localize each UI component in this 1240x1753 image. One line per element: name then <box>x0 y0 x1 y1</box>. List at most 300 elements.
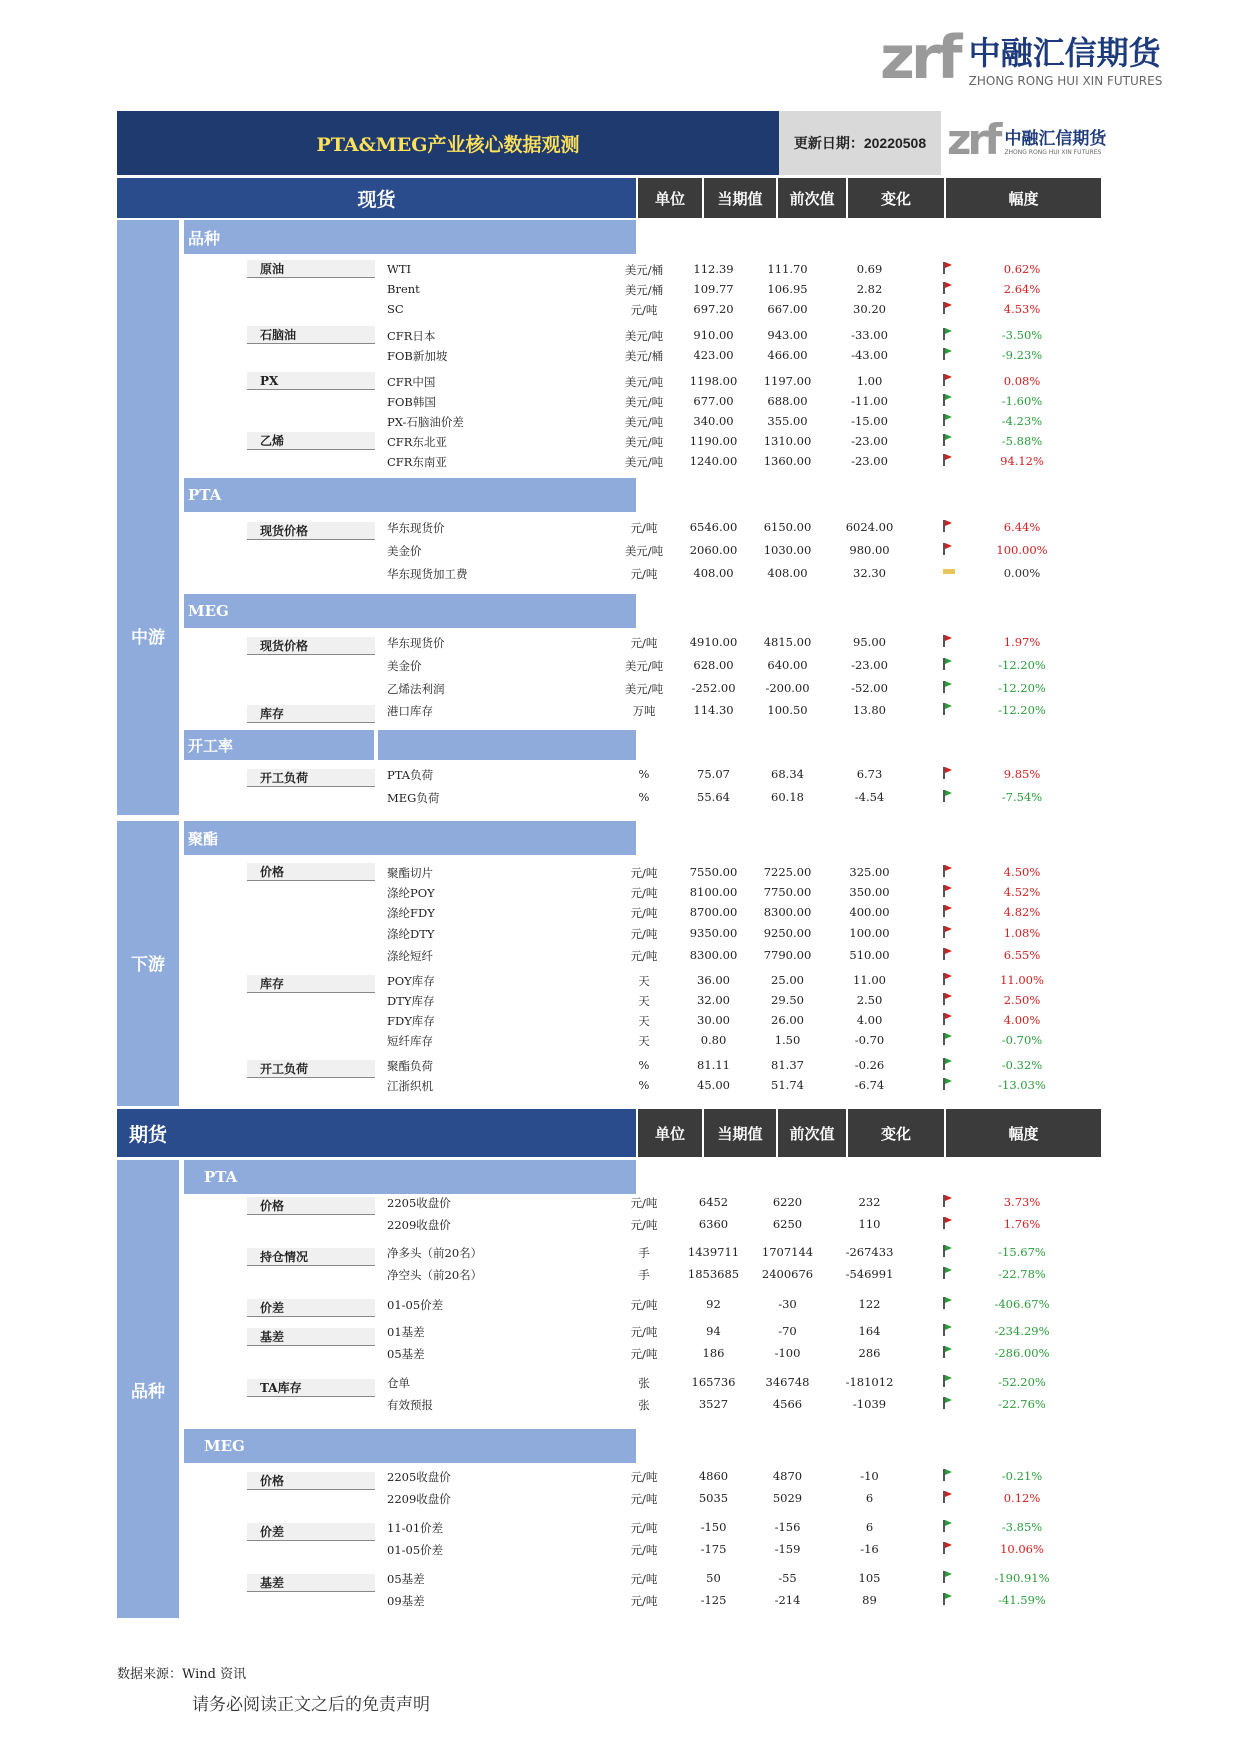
pct-change: -0.32% <box>1001 1058 1043 1072</box>
unit-cell: 美元/桶 <box>624 349 664 363</box>
change-value: 1.00 <box>856 374 883 388</box>
current-value: 109.77 <box>693 282 734 296</box>
trend-flag-icon <box>943 566 953 578</box>
change-value: 89 <box>862 1593 877 1607</box>
futures-row <box>387 1373 1097 1393</box>
trend-flag-icon <box>943 394 953 406</box>
spot-row <box>387 1031 1097 1051</box>
trend-cell <box>943 905 955 920</box>
trend-flag-icon <box>943 1571 953 1583</box>
unit-cell: 美元/桶 <box>624 283 664 297</box>
pct-change: 4.52% <box>1003 885 1041 899</box>
trend-cell <box>943 658 955 673</box>
fut-group-meg-spread: 价差 <box>247 1523 375 1541</box>
unit-cell: 元/吨 <box>630 1572 658 1586</box>
change-value: -23.00 <box>851 434 888 448</box>
trend-cell <box>943 434 955 449</box>
data-source: 数据来源：Wind 资讯 <box>117 1667 247 1682</box>
item-name: 01-05价差 <box>387 1298 444 1312</box>
pct-change: -234.29% <box>994 1324 1050 1338</box>
pct-change: 0.62% <box>1003 262 1041 276</box>
section-polyester: 聚酯 <box>184 821 636 855</box>
unit-cell: 美元/吨 <box>624 455 664 469</box>
futures-variety-label: 品种 <box>131 1382 165 1402</box>
item-name: MEG负荷 <box>387 791 440 805</box>
pct-change: 4.50% <box>1003 865 1041 879</box>
trend-flag-icon <box>943 635 953 647</box>
trend-flag-icon <box>943 1217 953 1229</box>
change-value: 6024.00 <box>845 520 894 534</box>
change-value: 6 <box>865 1520 874 1534</box>
current-value: 186 <box>702 1346 725 1360</box>
change-value: -16 <box>860 1542 879 1556</box>
item-name: 01基差 <box>387 1325 425 1339</box>
item-name: 有效预报 <box>387 1398 433 1412</box>
change-value: 350.00 <box>849 885 890 899</box>
current-value: 32.00 <box>697 993 730 1007</box>
trend-flag-icon <box>943 1267 953 1279</box>
pct-change: -7.54% <box>1001 790 1043 804</box>
header-logo-cn: 中融汇信期货 <box>1004 129 1107 149</box>
unit-cell: 天 <box>638 1014 650 1028</box>
item-name: 聚酯负荷 <box>387 1059 433 1073</box>
unit-cell: 元/吨 <box>630 949 658 963</box>
current-value: 628.00 <box>693 658 734 672</box>
pct-change: 6.44% <box>1003 520 1041 534</box>
spot-row <box>387 300 1097 320</box>
trend-flag-icon <box>943 905 953 917</box>
trend-flag-icon <box>943 658 953 670</box>
pct-change: -3.50% <box>1001 328 1043 342</box>
current-value: 7550.00 <box>689 865 738 879</box>
previous-value: 106.95 <box>767 282 808 296</box>
group-ethylene: 乙烯 <box>247 432 375 450</box>
pct-change: 6.55% <box>1003 948 1041 962</box>
trend-flag-icon <box>943 885 953 897</box>
midstream-block <box>117 220 179 815</box>
item-name: 华东现货价 <box>387 521 445 535</box>
spot-row <box>387 633 1097 653</box>
trend-cell <box>943 790 955 805</box>
futures-row <box>387 1467 1097 1487</box>
previous-value: 4870 <box>772 1469 803 1483</box>
trend-cell <box>943 703 955 718</box>
unit-cell: 元/吨 <box>630 1218 658 1232</box>
item-name: 05基差 <box>387 1572 425 1586</box>
col-pct: 幅度 <box>946 178 1101 218</box>
item-name: Brent <box>387 282 420 296</box>
current-value: 3527 <box>698 1397 729 1411</box>
trend-cell <box>943 282 955 297</box>
current-value: 165736 <box>691 1375 736 1389</box>
change-value: -10 <box>860 1469 879 1483</box>
pct-change: -52.20% <box>998 1375 1046 1389</box>
pct-change: 4.53% <box>1003 302 1041 316</box>
previous-value: -70 <box>778 1324 797 1338</box>
group-polyester-load: 开工负荷 <box>247 1060 375 1078</box>
previous-value: -30 <box>778 1297 797 1311</box>
spot-row <box>387 392 1097 412</box>
change-value: -43.00 <box>851 348 888 362</box>
pct-change: -406.67% <box>994 1297 1050 1311</box>
unit-cell: 元/吨 <box>630 927 658 941</box>
trend-cell <box>943 414 955 429</box>
previous-value: 466.00 <box>767 348 808 362</box>
item-name: 乙烯法利润 <box>387 682 445 696</box>
item-name: 09基差 <box>387 1594 425 1608</box>
change-value: 164 <box>858 1324 881 1338</box>
previous-value: 9250.00 <box>763 926 812 940</box>
current-value: -150 <box>700 1520 727 1534</box>
current-value: 1198.00 <box>689 374 738 388</box>
previous-value: 8300.00 <box>763 905 812 919</box>
unit-cell: % <box>638 1078 650 1092</box>
fut-col-change: 变化 <box>848 1109 944 1157</box>
change-value: 11.00 <box>853 973 886 987</box>
spot-row <box>387 541 1097 561</box>
item-name: 2209收盘价 <box>387 1218 451 1232</box>
item-name: 2205收盘价 <box>387 1470 451 1484</box>
trend-cell <box>943 681 955 696</box>
current-value: 114.30 <box>693 703 734 717</box>
item-name: FOB韩国 <box>387 395 436 409</box>
previous-value: -159 <box>774 1542 801 1556</box>
change-value: -1039 <box>852 1397 887 1411</box>
change-value: -0.26 <box>854 1058 885 1072</box>
previous-value: 688.00 <box>767 394 808 408</box>
unit-cell: 元/吨 <box>630 906 658 920</box>
trend-cell <box>943 520 955 535</box>
trend-flag-icon <box>943 1058 953 1070</box>
fut-group-meg-basis: 基差 <box>247 1574 375 1592</box>
futures-row <box>387 1193 1097 1213</box>
item-name: CFR日本 <box>387 329 436 343</box>
item-name: 短纤库存 <box>387 1034 433 1048</box>
current-value: 4910.00 <box>689 635 738 649</box>
col-current: 当期值 <box>704 178 776 218</box>
previous-value: 26.00 <box>771 1013 804 1027</box>
current-value: 75.07 <box>697 767 730 781</box>
previous-value: 68.34 <box>771 767 804 781</box>
company-logo <box>880 23 1163 93</box>
spot-row <box>387 701 1097 721</box>
previous-value: 408.00 <box>767 566 808 580</box>
report-title: PTA&MEG产业核心数据观测 <box>117 111 779 175</box>
current-value: 677.00 <box>693 394 734 408</box>
logo-name-en: ZHONG RONG HUI XIN FUTURES <box>968 74 1163 88</box>
current-value: 1439711 <box>687 1245 740 1259</box>
trend-cell <box>943 394 955 409</box>
fut-group-position: 持仓情况 <box>247 1248 375 1266</box>
pct-change: -15.67% <box>998 1245 1046 1259</box>
trend-flag-icon <box>943 1542 953 1554</box>
change-value: 30.20 <box>853 302 886 316</box>
item-name: PTA负荷 <box>387 768 434 782</box>
current-value: 408.00 <box>693 566 734 580</box>
item-name: 华东现货价 <box>387 636 445 650</box>
trend-flag-icon <box>943 454 953 466</box>
previous-value: 25.00 <box>771 973 804 987</box>
futures-row <box>387 1322 1097 1342</box>
futures-row <box>387 1591 1097 1611</box>
change-value: -52.00 <box>851 681 888 695</box>
change-value: 2.50 <box>856 993 883 1007</box>
unit-cell: 元/吨 <box>630 1594 658 1608</box>
section-meg: MEG <box>184 594 636 628</box>
item-name: 2205收盘价 <box>387 1196 451 1210</box>
change-value: 286 <box>858 1346 881 1360</box>
pct-change: -12.20% <box>998 681 1046 695</box>
trend-cell <box>943 1469 955 1484</box>
group-meg-stock: 库存 <box>247 705 375 723</box>
fut-col-previous: 前次值 <box>778 1109 846 1157</box>
current-value: -175 <box>700 1542 727 1556</box>
fut-group-pta-price: 价格 <box>247 1197 375 1215</box>
pct-change: -0.21% <box>1001 1469 1043 1483</box>
spot-row <box>387 863 1097 883</box>
previous-value: 6250 <box>772 1217 803 1231</box>
midstream-label: 中游 <box>131 628 165 648</box>
trend-cell <box>943 1375 955 1390</box>
current-value: 92 <box>706 1297 721 1311</box>
change-value: -33.00 <box>851 328 888 342</box>
pct-change: -5.88% <box>1001 434 1043 448</box>
trend-flag-icon <box>943 328 953 340</box>
trend-cell <box>943 1297 955 1312</box>
previous-value: 51.74 <box>771 1078 804 1092</box>
pct-change: -41.59% <box>998 1593 1046 1607</box>
trend-flag-icon <box>943 1491 953 1503</box>
trend-cell <box>943 1195 955 1210</box>
trend-cell <box>943 543 955 558</box>
current-value: 6452 <box>698 1195 729 1209</box>
trend-flag-icon <box>943 374 953 386</box>
trend-flag-icon <box>943 1297 953 1309</box>
unit-cell: 美元/吨 <box>624 375 664 389</box>
previous-value: 4566 <box>772 1397 803 1411</box>
spot-row <box>387 991 1097 1011</box>
change-value: 510.00 <box>849 948 890 962</box>
col-previous: 前次值 <box>778 178 846 218</box>
futures-row <box>387 1265 1097 1285</box>
previous-value: -156 <box>774 1520 801 1534</box>
previous-value: 29.50 <box>771 993 804 1007</box>
trend-flag-icon <box>943 993 953 1005</box>
unit-cell: 美元/桶 <box>624 263 664 277</box>
spot-row <box>387 924 1097 944</box>
trend-flag-icon <box>943 767 953 779</box>
item-name: FOB新加坡 <box>387 349 448 363</box>
unit-cell: 元/吨 <box>630 1492 658 1506</box>
section-variety: 品种 <box>184 220 636 254</box>
item-name: CFR东南亚 <box>387 455 447 469</box>
previous-value: 60.18 <box>771 790 804 804</box>
trend-cell <box>943 1033 955 1048</box>
trend-flag-icon <box>943 1245 953 1257</box>
current-value: -252.00 <box>691 681 736 695</box>
trend-cell <box>943 1542 955 1557</box>
current-value: 5035 <box>698 1491 729 1505</box>
item-name: 华东现货加工费 <box>387 567 468 581</box>
spot-row <box>387 903 1097 923</box>
change-value: 32.30 <box>853 566 886 580</box>
spot-header: 现货 <box>117 178 636 218</box>
current-value: 55.64 <box>697 790 730 804</box>
previous-value: 7750.00 <box>763 885 812 899</box>
pct-change: -3.85% <box>1001 1520 1043 1534</box>
futures-row <box>387 1569 1097 1589</box>
section-pta: PTA <box>184 478 636 512</box>
logo-mark: zrf <box>880 23 959 93</box>
trend-flag-icon <box>943 1033 953 1045</box>
previous-value: 1030.00 <box>763 543 812 557</box>
previous-value: 7225.00 <box>763 865 812 879</box>
trend-cell <box>943 1058 955 1073</box>
trend-flag-icon <box>943 973 953 985</box>
spot-row <box>387 280 1097 300</box>
change-value: 6.73 <box>856 767 883 781</box>
futures-row <box>387 1295 1097 1315</box>
pct-change: -22.76% <box>998 1397 1046 1411</box>
spot-row <box>387 518 1097 538</box>
spot-row <box>387 1011 1097 1031</box>
fut-col-pct: 幅度 <box>946 1109 1101 1157</box>
change-value: -267433 <box>845 1245 894 1259</box>
trend-flag-icon <box>943 1346 953 1358</box>
trend-cell <box>943 374 955 389</box>
pct-change: 94.12% <box>1000 454 1044 468</box>
current-value: 910.00 <box>693 328 734 342</box>
change-value: 2.82 <box>856 282 883 296</box>
current-value: 8100.00 <box>689 885 738 899</box>
spot-row <box>387 1056 1097 1076</box>
trend-cell <box>943 1593 955 1608</box>
pct-change: 10.06% <box>1000 1542 1044 1556</box>
spot-row <box>387 971 1097 991</box>
trend-cell <box>943 348 955 363</box>
trend-flag-icon <box>943 1078 953 1090</box>
change-value: -11.00 <box>851 394 888 408</box>
unit-cell: 美元/吨 <box>624 395 664 409</box>
unit-cell: 张 <box>638 1398 650 1412</box>
unit-cell: 美元/吨 <box>624 415 664 429</box>
item-name: 聚酯切片 <box>387 866 433 880</box>
trend-flag-icon <box>943 1195 953 1207</box>
trend-cell <box>943 635 955 650</box>
trend-flag-icon <box>943 1324 953 1336</box>
pct-change: -190.91% <box>994 1571 1050 1585</box>
item-name: CFR东北亚 <box>387 435 447 449</box>
trend-flag-icon <box>943 790 953 802</box>
spot-row <box>387 412 1097 432</box>
group-polyester-price: 价格 <box>247 863 375 881</box>
current-value: 50 <box>706 1571 721 1585</box>
pct-change: 3.73% <box>1003 1195 1041 1209</box>
col-unit: 单位 <box>638 178 702 218</box>
header-logo-mark: zrf <box>947 115 999 164</box>
change-value: 400.00 <box>849 905 890 919</box>
spot-row <box>387 656 1097 676</box>
group-pta-price: 现货价格 <box>247 522 375 540</box>
item-name: 净多头（前20名） <box>387 1246 483 1260</box>
unit-cell: 元/吨 <box>630 1470 658 1484</box>
trend-flag-icon <box>943 282 953 294</box>
futures-row <box>387 1540 1097 1560</box>
pct-change: -1.60% <box>1001 394 1043 408</box>
current-value: 30.00 <box>697 1013 730 1027</box>
pct-change: 9.85% <box>1003 767 1041 781</box>
trend-cell <box>943 1571 955 1586</box>
pct-change: 2.64% <box>1003 282 1041 296</box>
previous-value: 1.50 <box>774 1033 801 1047</box>
trend-cell <box>943 302 955 317</box>
change-value: 13.80 <box>853 703 886 717</box>
spot-row <box>387 260 1097 280</box>
spot-row <box>387 679 1097 699</box>
pct-change: 0.08% <box>1003 374 1041 388</box>
fut-col-current: 当期值 <box>704 1109 776 1157</box>
unit-cell: 美元/吨 <box>624 435 664 449</box>
spot-row <box>387 564 1097 584</box>
trend-flag-icon <box>943 1520 953 1532</box>
change-value: 325.00 <box>849 865 890 879</box>
previous-value: 111.70 <box>767 262 808 276</box>
trend-flag-icon <box>943 1013 953 1025</box>
pct-change: 1.08% <box>1003 926 1041 940</box>
trend-flag-icon <box>943 865 953 877</box>
previous-value: 7790.00 <box>763 948 812 962</box>
group-meg-price: 现货价格 <box>247 637 375 655</box>
pct-change: 0.00% <box>1003 566 1041 580</box>
change-value: 100.00 <box>849 926 890 940</box>
futures-row <box>387 1395 1097 1415</box>
unit-cell: 元/吨 <box>630 567 658 581</box>
group-px: PX <box>247 372 375 390</box>
trend-flag-icon <box>943 1375 953 1387</box>
pct-change: -13.03% <box>998 1078 1046 1092</box>
group-polyester-stock: 库存 <box>247 975 375 993</box>
trend-cell <box>943 262 955 277</box>
trend-flag-icon <box>943 520 953 532</box>
previous-value: -214 <box>774 1593 801 1607</box>
trend-cell <box>943 865 955 880</box>
trend-flag-icon <box>943 262 953 274</box>
downstream-label: 下游 <box>131 955 165 975</box>
item-name: 05基差 <box>387 1347 425 1361</box>
previous-value: 1310.00 <box>763 434 812 448</box>
pct-change: -0.70% <box>1001 1033 1043 1047</box>
futures-row <box>387 1215 1097 1235</box>
previous-value: 81.37 <box>771 1058 804 1072</box>
current-value: 2060.00 <box>689 543 738 557</box>
unit-cell: 元/吨 <box>630 1325 658 1339</box>
item-name: DTY库存 <box>387 994 435 1008</box>
previous-value: -200.00 <box>765 681 810 695</box>
previous-value: -55 <box>778 1571 797 1585</box>
unit-cell: % <box>638 790 650 804</box>
spot-row <box>387 946 1097 966</box>
unit-cell: 美元/吨 <box>624 329 664 343</box>
trend-flag-icon <box>943 302 953 314</box>
trend-cell <box>943 1267 955 1282</box>
trend-cell <box>943 1217 955 1232</box>
futures-row <box>387 1243 1097 1263</box>
unit-cell: 元/吨 <box>630 1196 658 1210</box>
trend-cell <box>943 1397 955 1412</box>
item-name: 江浙织机 <box>387 1079 433 1093</box>
change-value: -6.74 <box>854 1078 885 1092</box>
item-name: 涤纶FDY <box>387 906 435 920</box>
